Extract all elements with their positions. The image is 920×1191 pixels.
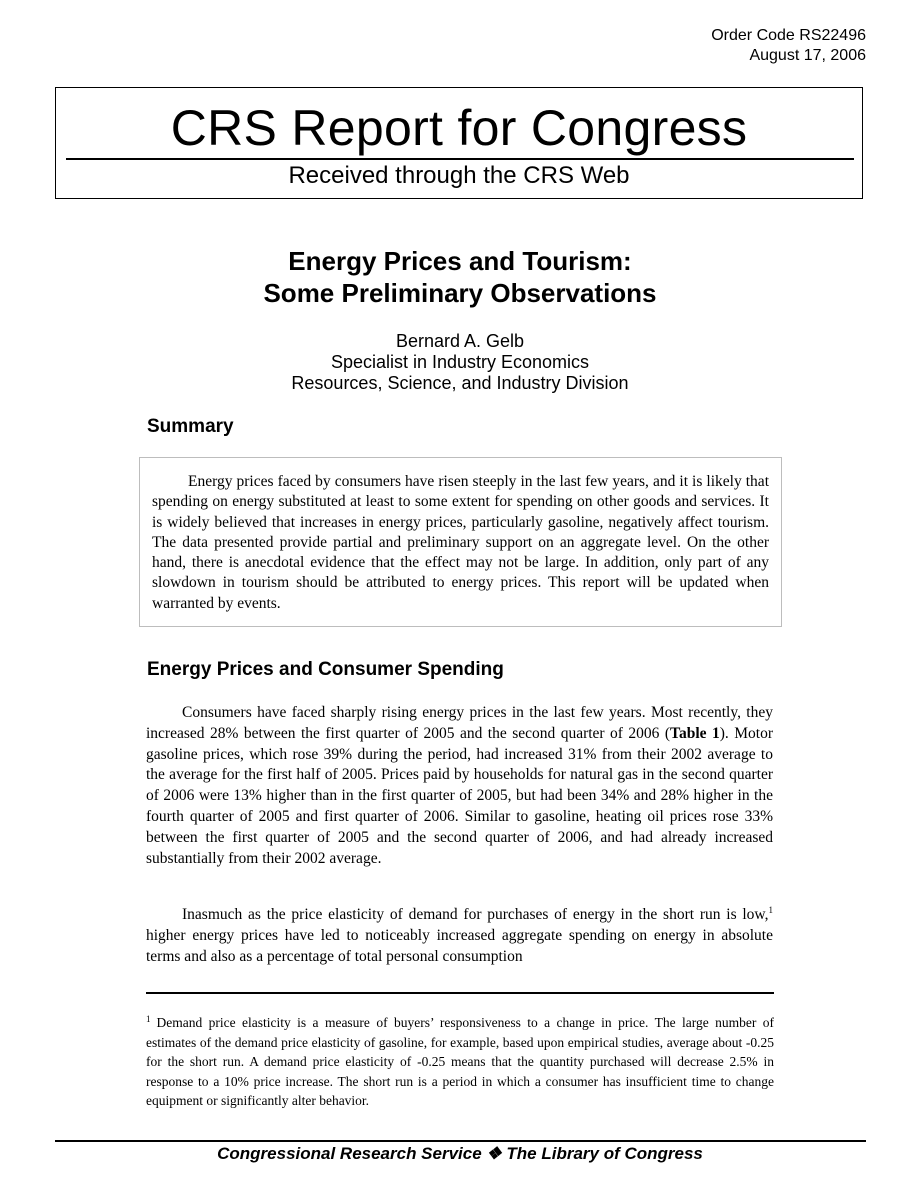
table-reference: Table 1 [670, 724, 720, 742]
summary-heading: Summary [147, 416, 234, 437]
author-name: Bernard A. Gelb [395, 331, 525, 351]
paragraph-text: Consumers have faced sharply rising energy prices in the last few years. Most recently, they increased 28% between the first quarter of 2005 and the second quarter of 2006 ( [146, 704, 773, 742]
footer-crs: Congressional Research Service [217, 1144, 482, 1163]
footer-loc: The Library of Congress [506, 1144, 703, 1163]
footnote-number: 1 [146, 1013, 151, 1024]
report-title [0, 245, 920, 309]
banner-subtitle: Received through the CRS Web [288, 162, 630, 189]
paragraph-text: Inasmuch as the price elasticity of demand for purchases of energy in the short run is low, [182, 906, 769, 923]
report-date: August 17, 2006 [749, 47, 866, 64]
footer-divider [55, 1140, 866, 1142]
banner-divider [66, 158, 854, 160]
footnote-reference: 1 [768, 905, 773, 915]
paragraph-text: ). Motor gasoline prices, which rose 39% during the period, had increased 31% from their 2002 average to the average for the first half of 2005. Prices paid by households for natural gas in the second quarter of 2006 were 13% higher than in the first quarter of 2005, but had been 34% and 28% higher in the fourth quarter of 2005 and first quarter of 2006. Similar to gasoline, heating oil prices rose 33% between the first quarter of 2005 and the second quarter of 2006, and had already increased substantially from their 2002 average. [146, 724, 773, 867]
author-title: Specialist in Industry Economics [330, 352, 590, 372]
body-paragraph [146, 703, 773, 869]
summary-text: Energy prices faced by consumers have risen steeply in the last few years, and it is likely that spending on energy substituted at least to some extent for spending on other goods and services. It is widely believed that increases in energy prices, particularly gasoline, negatively affect tourism. The data presented provide partial and preliminary support on an aggregate level. On the other hand, there is anecdotal evidence that the effect may not be large. In addition, only part of any slowdown in tourism should be attributed to energy prices. This report will be updated when warranted by events. [152, 473, 769, 612]
footnote-divider [146, 992, 774, 994]
banner-title: CRS Report for Congress [170, 100, 748, 156]
diamond-separator-icon: ❖ [486, 1144, 502, 1163]
section-heading: Energy Prices and Consumer Spending [147, 659, 504, 680]
author-division: Resources, Science, and Industry Division [291, 373, 629, 393]
page-footer [0, 1143, 920, 1165]
footnote-text: Demand price elasticity is a measure of buyers’ responsiveness to a change in price. The large number of estimates of the demand price elasticity of gasoline, for example, based upon empirical studies, average about -0.25 for the short run. A demand price elasticity of -0.25 means that the quantity purchased will decrease 2.5% in response to a 10% price increase. The short run is a period in which a consumer has insufficient time to change equipment or significantly alter behavior. [146, 1015, 774, 1108]
summary-box [139, 457, 782, 627]
report-banner [55, 87, 863, 199]
title-line-1: Energy Prices and Tourism: [288, 246, 632, 276]
order-info [711, 26, 866, 66]
author-block [0, 331, 920, 394]
body-paragraph [146, 905, 773, 967]
title-line-2: Some Preliminary Observations [263, 278, 657, 308]
order-code: Order Code RS22496 [711, 27, 866, 44]
footnote [146, 1013, 774, 1111]
paragraph-text: higher energy prices have led to noticeably increased aggregate spending on energy in absolute terms and also as a percentage of total personal consumption [146, 926, 773, 965]
